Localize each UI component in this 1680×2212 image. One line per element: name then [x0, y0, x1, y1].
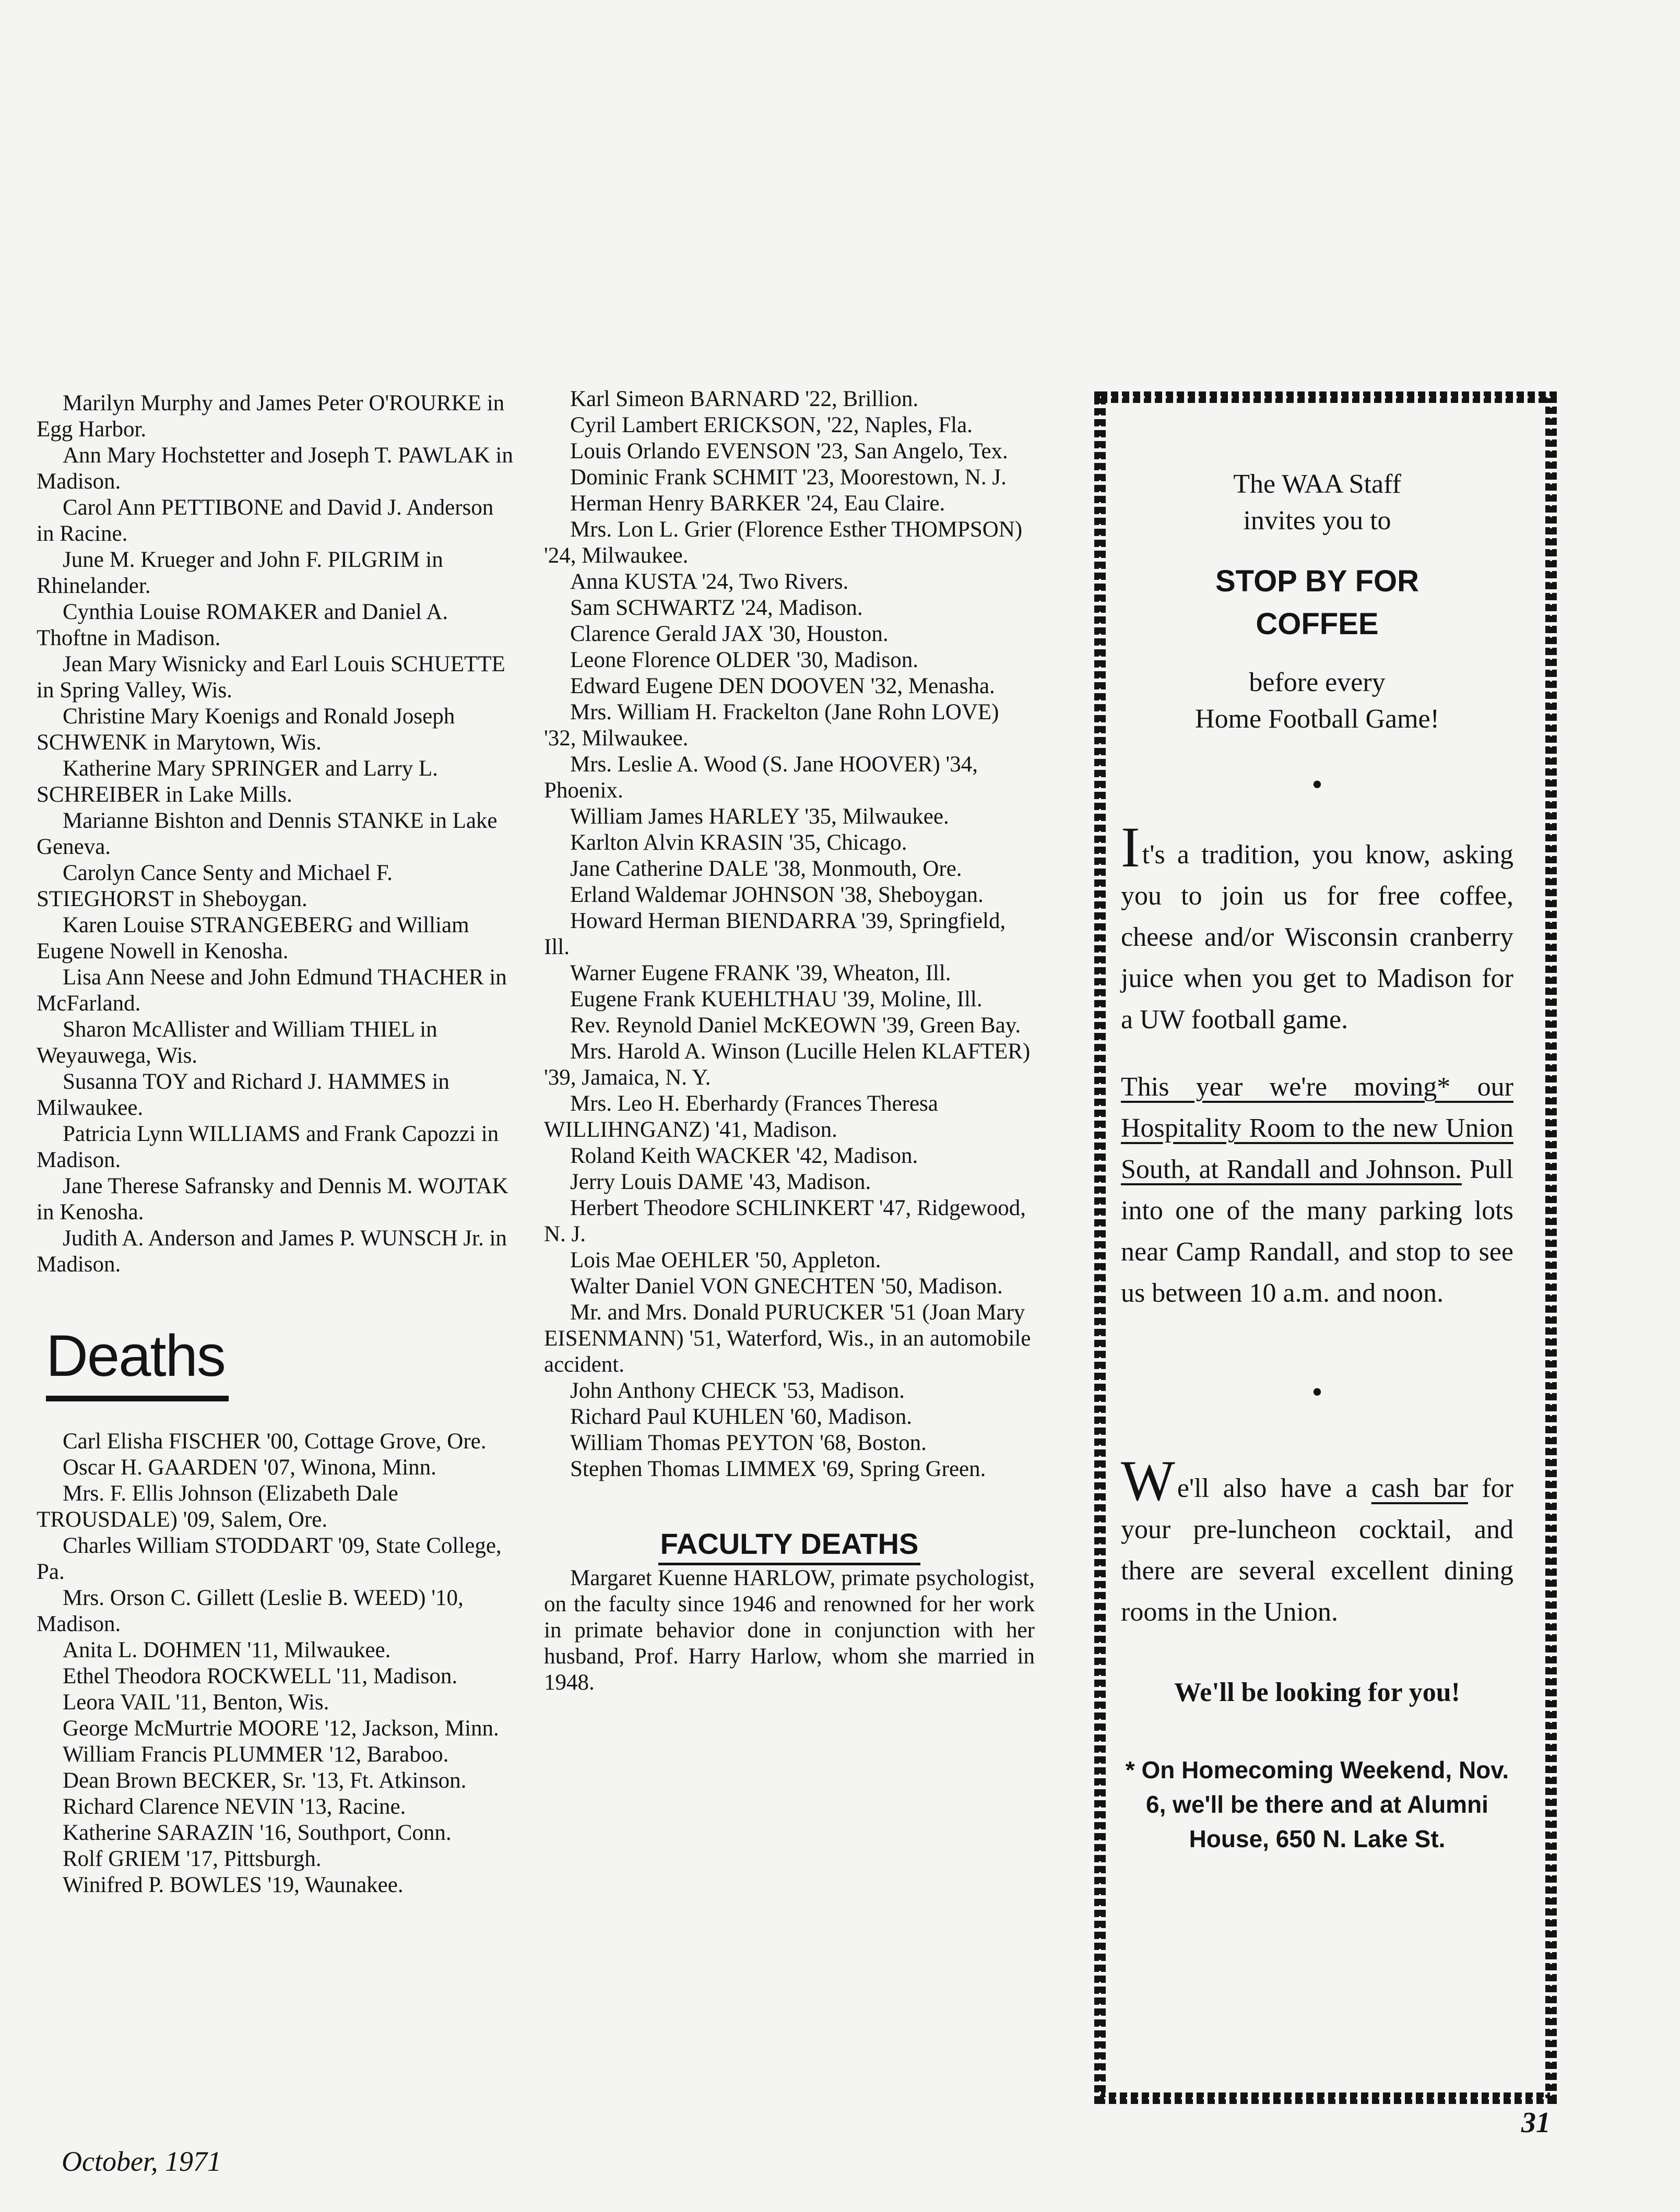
death-entry: Winifred P. BOWLES '19, Waunakee. — [63, 1873, 404, 1897]
ad-closing-line: We'll be looking for you! — [1174, 1678, 1460, 1707]
death-entry: Clarence Gerald JAX '30, Houston. — [570, 622, 889, 646]
death-entry: Mrs. William H. Frackelton (Jane Rohn LOVE) '32, Milwaukee. — [544, 700, 999, 751]
death-entry: Walter Daniel VON GNECHTEN '50, Madison. — [570, 1274, 1003, 1299]
page-number: 31 — [1521, 2107, 1551, 2139]
death-entry: Karlton Alvin KRASIN '35, Chicago. — [570, 830, 907, 855]
death-entry: Stephen Thomas LIMMEX '69, Spring Green. — [570, 1457, 986, 1481]
death-entry: Oscar H. GAARDEN '07, Winona, Minn. — [63, 1455, 436, 1480]
death-entry: Ethel Theodora ROCKWELL '11, Madison. — [63, 1664, 458, 1688]
wedding-entry: Patricia Lynn WILLIAMS and Frank Capozzi in Madison. — [37, 1122, 499, 1172]
ad-footnote: * On Homecoming Weekend, Nov. 6, we'll be there and at Alumni House, 650 N. Lake St. — [1125, 1756, 1509, 1852]
wedding-entry: Katherine Mary SPRINGER and Larry L. SCHREIBER in Lake Mills. — [37, 756, 438, 807]
death-entry: Mrs. Orson C. Gillett (Leslie B. WEED) '10, Madison. — [37, 1586, 464, 1636]
wedding-entry: Judith A. Anderson and James P. WUNSCH Jr. in Madison. — [37, 1226, 507, 1277]
bullet-icon: • — [1311, 767, 1323, 802]
deaths-heading: Deaths — [46, 1323, 225, 1388]
death-entry: John Anthony CHECK '53, Madison. — [570, 1378, 905, 1403]
wedding-entry: Jane Therese Safransky and Dennis M. WOJTAK in Kenosha. — [37, 1174, 508, 1224]
bullet-icon: • — [1311, 1375, 1323, 1409]
wedding-entry: Christine Mary Koenigs and Ronald Joseph SCHWENK in Marytown, Wis. — [37, 704, 455, 755]
faculty-deaths-heading-text: FACULTY DEATHS — [658, 1528, 921, 1565]
ad-headline: COFFEE — [1256, 607, 1379, 641]
death-entry: Richard Clarence NEVIN '13, Racine. — [63, 1794, 406, 1819]
wedding-entry: Marianne Bishton and Dennis STANKE in Lake Geneva. — [37, 808, 498, 859]
death-entry: Jane Catherine DALE '38, Monmouth, Ore. — [570, 857, 962, 881]
death-entry: Leone Florence OLDER '30, Madison. — [570, 648, 918, 672]
death-entry: Mrs. Harold A. Winson (Lucille Helen KLAFTER) '39, Jamaica, N. Y. — [544, 1039, 1031, 1090]
heading-rule — [46, 1396, 229, 1401]
death-entry: Carl Elisha FISCHER '00, Cottage Grove, Ore. — [63, 1429, 487, 1454]
death-entry: William James HARLEY '35, Milwaukee. — [570, 804, 949, 829]
death-entry: Eugene Frank KUEHLTHAU '39, Moline, Ill. — [570, 987, 983, 1012]
faculty-death-entry: Margaret Kuenne HARLOW, primate psychologist, on the faculty since 1946 and renowned for her work in primate behavior done in conjunction with her husband, Prof. Harry Harlow, whom she married in 1948. — [544, 1566, 1035, 1695]
wedding-entry: Marilyn Murphy and James Peter O'ROURKE in Egg Harbor. — [37, 391, 505, 442]
paragraph-text: for your pre-luncheon cocktail, and there are several excellent dining rooms in the Union. — [1121, 1473, 1513, 1627]
death-entry: Dean Brown BECKER, Sr. '13, Ft. Atkinson. — [63, 1768, 467, 1793]
dropcap: W — [1121, 1449, 1175, 1513]
death-entry: Edward Eugene DEN DOOVEN '32, Menasha. — [570, 674, 995, 698]
death-entry: Leora VAIL '11, Benton, Wis. — [63, 1690, 329, 1715]
wedding-entry: Jean Mary Wisnicky and Earl Louis SCHUETTE in Spring Valley, Wis. — [37, 652, 505, 703]
death-entry: Karl Simeon BARNARD '22, Brillion. — [570, 387, 919, 411]
ad-intro-line: invites you to — [1243, 506, 1391, 536]
issue-date: October, 1971 — [62, 2146, 221, 2177]
middle-column — [544, 386, 1035, 1696]
death-entry: Herbert Theodore SCHLINKERT '47, Ridgewood, N. J. — [544, 1196, 1026, 1246]
death-entry: Anna KUSTA '24, Two Rivers. — [570, 569, 849, 594]
death-entry: Sam SCHWARTZ '24, Madison. — [570, 596, 863, 620]
death-entry: Erland Waldemar JOHNSON '38, Sheboygan. — [570, 883, 984, 907]
death-entry: Mrs. F. Ellis Johnson (Elizabeth Dale TROUSDALE) '09, Salem, Ore. — [37, 1481, 398, 1532]
weddings-list — [37, 390, 514, 1278]
wedding-entry: Sharon McAllister and William THIEL in Weyauwega, Wis. — [37, 1017, 437, 1068]
underlined-text: This year we're moving* our Hospitality Room to the new Union South, at Randall and Johnson. — [1121, 1072, 1513, 1184]
ad-paragraph-cash-bar — [1121, 1449, 1513, 1633]
wedding-entry: Lisa Ann Neese and John Edmund THACHER in McFarland. — [37, 965, 507, 1016]
death-entry: William Francis PLUMMER '12, Baraboo. — [63, 1742, 449, 1767]
death-entry: Mrs. Leslie A. Wood (S. Jane HOOVER) '34, Phoenix. — [544, 752, 978, 803]
death-entry: Anita L. DOHMEN '11, Milwaukee. — [63, 1638, 391, 1662]
waa-coffee-advertisement — [1082, 379, 1552, 2099]
wedding-entry: Susanna TOY and Richard J. HAMMES in Milwaukee. — [37, 1069, 449, 1120]
death-entry: William Thomas PEYTON '68, Boston. — [570, 1431, 927, 1455]
death-entry: Howard Herman BIENDARRA '39, Springfield, Ill. — [544, 909, 1006, 959]
death-entry: Rev. Reynold Daniel McKEOWN '39, Green Bay. — [570, 1013, 1021, 1038]
ad-headline: STOP BY FOR — [1215, 564, 1419, 598]
deaths-list-left — [37, 1429, 514, 1898]
left-column — [37, 390, 514, 1898]
paragraph-text: Pull into one of the many parking lots near Camp Randall, and stop to see us between 10 a.m. and noon. — [1121, 1155, 1513, 1308]
wedding-entry: Cynthia Louise ROMAKER and Daniel A. Thoftne in Madison. — [37, 600, 448, 650]
death-entry: Rolf GRIEM '17, Pittsburgh. — [63, 1847, 322, 1871]
ad-subline: Home Football Game! — [1195, 704, 1439, 734]
dropcap: I — [1121, 815, 1140, 879]
ad-subline: before every — [1249, 668, 1386, 697]
death-entry: Lois Mae OEHLER '50, Appleton. — [570, 1248, 881, 1273]
wedding-entry: June M. Krueger and John F. PILGRIM in Rhinelander. — [37, 548, 443, 598]
death-entry: Herman Henry BARKER '24, Eau Claire. — [570, 491, 945, 516]
death-entry: Katherine SARAZIN '16, Southport, Conn. — [63, 1821, 452, 1845]
wedding-entry: Carolyn Cance Senty and Michael F. STIEGHORST in Sheboygan. — [37, 861, 393, 911]
ad-paragraph-tradition — [1121, 815, 1513, 1040]
death-entry: Mrs. Leo H. Eberhardy (Frances Theresa WILLIHNGANZ) '41, Madison. — [544, 1091, 938, 1142]
death-entry: Mr. and Mrs. Donald PURUCKER '51 (Joan Mary EISENMANN) '51, Waterford, Wis., in an automobile accident. — [544, 1300, 1031, 1377]
paragraph-text: t's a tradition, you know, asking you to join us for free coffee, cheese and/or Wisconsin cranberry juice when you get to Madison for a UW football game. — [1121, 840, 1513, 1034]
wedding-entry: Ann Mary Hochstetter and Joseph T. PAWLAK in Madison. — [37, 443, 513, 494]
underlined-text: cash bar — [1371, 1473, 1468, 1503]
deaths-list-right — [544, 386, 1035, 1482]
wedding-entry: Carol Ann PETTIBONE and David J. Anderson in Racine. — [37, 495, 494, 546]
death-entry: Charles William STODDART '09, State College, Pa. — [37, 1533, 502, 1584]
paragraph-text: e'll also have a — [1177, 1473, 1371, 1503]
death-entry: Roland Keith WACKER '42, Madison. — [570, 1144, 918, 1168]
wedding-entry: Karen Louise STRANGEBERG and William Eugene Nowell in Kenosha. — [37, 913, 469, 964]
death-entry: George McMurtrie MOORE '12, Jackson, Minn. — [63, 1716, 499, 1741]
ad-content — [1121, 466, 1513, 2060]
death-entry: Louis Orlando EVENSON '23, San Angelo, Tex. — [570, 439, 1008, 463]
faculty-deaths-heading — [544, 1528, 1035, 1565]
death-entry: Jerry Louis DAME '43, Madison. — [570, 1170, 871, 1194]
death-entry: Dominic Frank SCHMIT '23, Moorestown, N. J. — [570, 465, 1007, 490]
death-entry: Richard Paul KUHLEN '60, Madison. — [570, 1405, 913, 1429]
death-entry: Cyril Lambert ERICKSON, '22, Naples, Fla. — [570, 413, 973, 437]
ad-intro-line: The WAA Staff — [1233, 469, 1401, 499]
ad-paragraph-location — [1121, 1066, 1513, 1314]
death-entry: Warner Eugene FRANK '39, Wheaton, Ill. — [570, 961, 951, 985]
death-entry: Mrs. Lon L. Grier (Florence Esther THOMPSON) '24, Milwaukee. — [544, 517, 1023, 568]
